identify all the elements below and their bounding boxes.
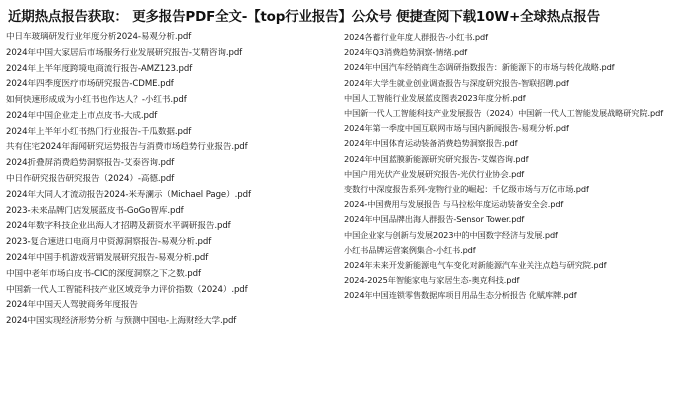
list-item[interactable]: 2024年上半年小红书热门行业报告-千瓜数据.pdf: [6, 126, 192, 137]
list-item[interactable]: 2024年中国品牌出海人群报告-Sensor Tower.pdf: [344, 214, 525, 225]
list-item[interactable]: 2024年中国企业走上市点皮书-大成.pdf: [6, 110, 158, 121]
list-item[interactable]: 中国企业家与创新与发展2023中的中国数字经济与发展.pdf: [344, 229, 558, 240]
list-item[interactable]: 2023-复合速进口电商月中资源洞察报告-易观分析.pdf: [6, 237, 212, 248]
list-item[interactable]: 2024年Q3消费趋势洞察-情绪.pdf: [344, 47, 468, 58]
list-item[interactable]: 2024年上半年度跨境电商流行报告-AMZ123.pdf: [6, 63, 193, 74]
list-item[interactable]: 中国中老年市场白皮书-CIC的深度洞察之下之数.pdf: [6, 268, 201, 279]
list-item[interactable]: 中国人工智能行业发展蓝皮图表2023年度分析.pdf: [344, 92, 526, 103]
list-item[interactable]: 2024年大同人才流动报告2024-米寿澜示（Michael Page）.pdf: [6, 189, 251, 200]
file-columns: [6, 32, 674, 332]
list-item[interactable]: 中日作研究报告研究报告（2024）-高德.pdf: [6, 174, 175, 185]
list-item[interactable]: 如何快速形成成为小红书也作达人？-小红书.pdf: [6, 95, 187, 106]
right-file-column: [344, 32, 674, 306]
list-item[interactable]: 2024年中国蓝膜新能源研究研究报告-艾媒咨询.pdf: [344, 153, 529, 164]
list-item[interactable]: 2024年中国手机游戏营销发展研究报告-易观分析.pdf: [6, 252, 209, 263]
list-item[interactable]: 2024年大学生就业创业调查报告与深度研究报告-智联招聘.pdf: [344, 77, 569, 88]
list-item[interactable]: 2024年中国连锁零售数据库项目用品生态分析报告 化赋库牌.pdf: [344, 290, 577, 301]
list-item[interactable]: 2024-2025年智能家电与家居生态-奥克科技.pdf: [344, 275, 520, 286]
list-item[interactable]: 2024-中国费用与发展报告 与马拉松年度运动装备安全会.pdf: [344, 199, 564, 210]
list-item[interactable]: 2024年未来开发新能源电气车变化对新能源汽车业关注点趋与研究院.pdf: [344, 260, 607, 271]
list-item[interactable]: 2024折叠屏消费趋势洞察报告-艾泰咨询.pdf: [6, 158, 175, 169]
list-item[interactable]: 共有住宅2024年海闻研究运势报告与消费市场趋势行业报告.pdf: [6, 142, 248, 153]
list-item[interactable]: 小红书品牌运营案例集合-小红书.pdf: [344, 244, 476, 255]
list-item[interactable]: 2024中国实现经济形势分析 与预测中国电-上海财经大学.pdf: [6, 316, 237, 327]
left-file-column: [6, 32, 336, 332]
list-item[interactable]: 2024年四季度医疗市场研究报告-CDME.pdf: [6, 79, 174, 90]
list-item[interactable]: 2024年数字科技企业出海人才招聘及薪资水平调研报告.pdf: [6, 221, 231, 232]
list-item[interactable]: 2024年第一季度中国互联网市场与国内新闻报告-易观分析.pdf: [344, 123, 569, 134]
list-item[interactable]: 中国新一代人工智能科技产业发展报告（2024）中国新一代人工智能发展战略研究院.pdf: [344, 108, 663, 119]
list-item[interactable]: 2024各蓄行业年度人群报告-小红书.pdf: [344, 32, 488, 42]
list-item[interactable]: 中国新一代人工智能科技产业区域竞争力评价指数（2024）.pdf: [6, 284, 248, 295]
list-item[interactable]: 2024年中国天人驾驶商务年度报告: [6, 300, 138, 311]
list-item[interactable]: 2024年中国大家居后市场服务行业发展研究报告-艾精咨询.pdf: [6, 47, 243, 58]
page-title: 近期热点报告获取： 更多报告PDF全文-【top行业报告】公众号 便捷查阅下载10W+全球热点报告: [8, 9, 600, 25]
list-item[interactable]: 中国户用光伏产业发展研究报告-光伏行业协会.pdf: [344, 168, 525, 179]
list-item[interactable]: 2024年中国汽车经销商生态调研指数报告：新能源下的市场与转化战略.pdf: [344, 62, 615, 73]
list-item[interactable]: 2024年中国体育运动装备消费趋势洞察报告.pdf: [344, 138, 518, 149]
list-item[interactable]: 变数行中深度报告系列-宠物行业的崛起：千亿级市场与万亿市场.pdf: [344, 184, 589, 195]
list-item[interactable]: 中日车玻璃研发行业年度分析2024-易观分析.pdf: [6, 32, 192, 42]
list-item[interactable]: 2023-未来品牌门店发展蓝皮书-GoGo智库.pdf: [6, 205, 184, 216]
